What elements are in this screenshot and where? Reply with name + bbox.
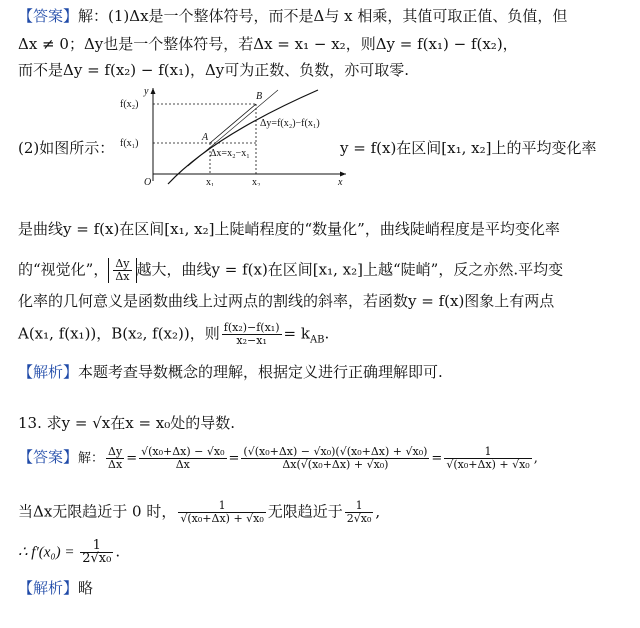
y-axis-label: y: [144, 86, 149, 97]
figure-intro: (2)如图所示：: [18, 139, 115, 157]
q13-lim2-num: 1: [345, 500, 374, 513]
fx2-label: f(x₂): [120, 99, 139, 110]
explanation-text: 本题考查导数概念的理解，根据定义进行正确理解即可.: [78, 363, 443, 381]
rate-line-4b: = k: [283, 324, 310, 343]
q13-res-den: 2√x₀: [82, 551, 112, 566]
average-rate-figure: [118, 86, 348, 186]
x2-label: x₂: [252, 177, 261, 186]
point-a-label: A: [202, 132, 209, 143]
q13-f1-num: Δy: [108, 445, 123, 458]
q13-f3-num: (√(x₀+Δx) − √x₀)(√(x₀+Δx) + √x₀): [243, 445, 428, 458]
q13-lim-mid: 无限趋近于: [267, 502, 343, 521]
slope-fraction: [222, 322, 282, 347]
q13-lim2-frac: [345, 500, 374, 525]
rate-line-2a: 的“视觉化”，: [18, 260, 109, 279]
abs-den: Δx: [115, 270, 130, 283]
q13-explanation-line: [18, 578, 93, 598]
q13-res-frac: [80, 540, 113, 565]
dy-label: Δy=f(x₂)−f(x₁): [260, 118, 320, 129]
q13-explanation-tag: 【解析】: [18, 579, 79, 597]
abs-fraction: [108, 258, 136, 283]
rate-line-1: 是曲线y = f(x)在区间[x₁, x₂]上陡峭程度的“数量化”，曲线陡峭程度是平均变化率: [18, 220, 560, 238]
q13-frac-4: [444, 446, 531, 471]
rate-line-2: [18, 258, 563, 283]
q13-res-tail: .: [115, 542, 121, 561]
q13-f4-den: √(x₀+Δx) + √x₀: [446, 458, 530, 471]
explanation-line: [18, 362, 443, 382]
explanation-tag: 【解析】: [18, 363, 79, 381]
slope-den: x₂−x₁: [236, 334, 267, 347]
q13-lim2-den: 2√x₀: [346, 512, 372, 525]
dx-label: Δx=x₂−x₁: [210, 148, 250, 159]
answer-tag: 【答案】: [18, 7, 79, 25]
q13-eq-1: =: [126, 451, 138, 466]
abs-num: Δy: [115, 257, 130, 270]
q13-lim-pre: 当Δx无限趋近于 0 时，: [18, 502, 177, 521]
q13-tail: ,: [533, 451, 538, 466]
rate-line-3: 化率的几何意义是函数曲线上过两点的割线的斜率，若函数y = f(x)图象上有两点: [18, 292, 555, 310]
q13-f1-den: Δx: [108, 458, 123, 471]
slope-num: f(x₂)−f(x₁): [223, 321, 280, 334]
q13-lim-num: 1: [178, 500, 265, 513]
q13-explanation-text: 略: [78, 579, 94, 597]
origin-label: O: [144, 177, 152, 186]
q13-eq-2: =: [228, 451, 240, 466]
q13-frac-3: [241, 446, 429, 471]
y-axis-arrow: [151, 88, 156, 94]
q13-sol-pre: 解：: [78, 451, 105, 466]
q13-result-line: [18, 540, 120, 565]
q13-lim-tail: ,: [375, 502, 381, 521]
q13-res-num: 1: [80, 540, 113, 553]
answer-line-3: 而不是Δy = f(x₂) − f(x₁)，Δy可为正数、负数，亦可取零.: [18, 61, 410, 79]
q13-limit-line: [18, 500, 380, 525]
rate-line-4a: A(x₁, f(x₁))，B(x₂, f(x₂))，则: [18, 324, 220, 343]
point-b-label: B: [256, 91, 263, 102]
x1-label: x₁: [206, 177, 215, 186]
rate-line-2b: 越大，曲线y = f(x)在区间[x₁, x₂]上越“陡峭”，反之亦然.平均变: [136, 260, 564, 279]
fx1-label: f(x₁): [120, 138, 139, 149]
rate-line-4: [18, 322, 329, 351]
q13-solution-line: [18, 446, 538, 471]
q13-frac-2: [139, 446, 226, 471]
x-axis-label: x: [338, 177, 343, 186]
q13-frac-1: [106, 446, 124, 471]
answer-line-2: Δx ≠ 0；Δy也是一个整体符号，若Δx = x₁ − x₂，则Δy = f(x₁) − f(x₂)，: [18, 35, 518, 53]
q13-res-pre: ∴ f′(x₀) =: [18, 544, 79, 561]
rate-line-4c: .: [324, 324, 330, 343]
answer-line-1: [18, 6, 567, 26]
q13-f2-den: Δx: [175, 458, 190, 471]
q13-answer-tag: 【答案】: [18, 448, 79, 466]
x-axis-arrow: [340, 172, 346, 177]
q13-lim-frac: [178, 500, 265, 525]
figure-right-text: y = f(x)在区间[x₁, x₂]上的平均变化率: [340, 139, 597, 157]
question-13: 13. 求y = √x在x = x₀处的导数.: [18, 414, 236, 432]
kab-sub: AB: [309, 334, 325, 346]
q13-lim-den: √(x₀+Δx) + √x₀: [180, 512, 264, 525]
q13-eq-3: =: [431, 451, 443, 466]
q13-f3-den: Δx(√(x₀+Δx) + √x₀): [282, 458, 389, 471]
q13-f4-num: 1: [444, 446, 531, 459]
q13-f2-num: √(x₀+Δx) − √x₀: [141, 445, 225, 458]
answer-text-1: 解：(1)Δx是一个整体符号，而不是Δ与 x 相乘，其值可取正值、负值，但: [78, 7, 568, 25]
